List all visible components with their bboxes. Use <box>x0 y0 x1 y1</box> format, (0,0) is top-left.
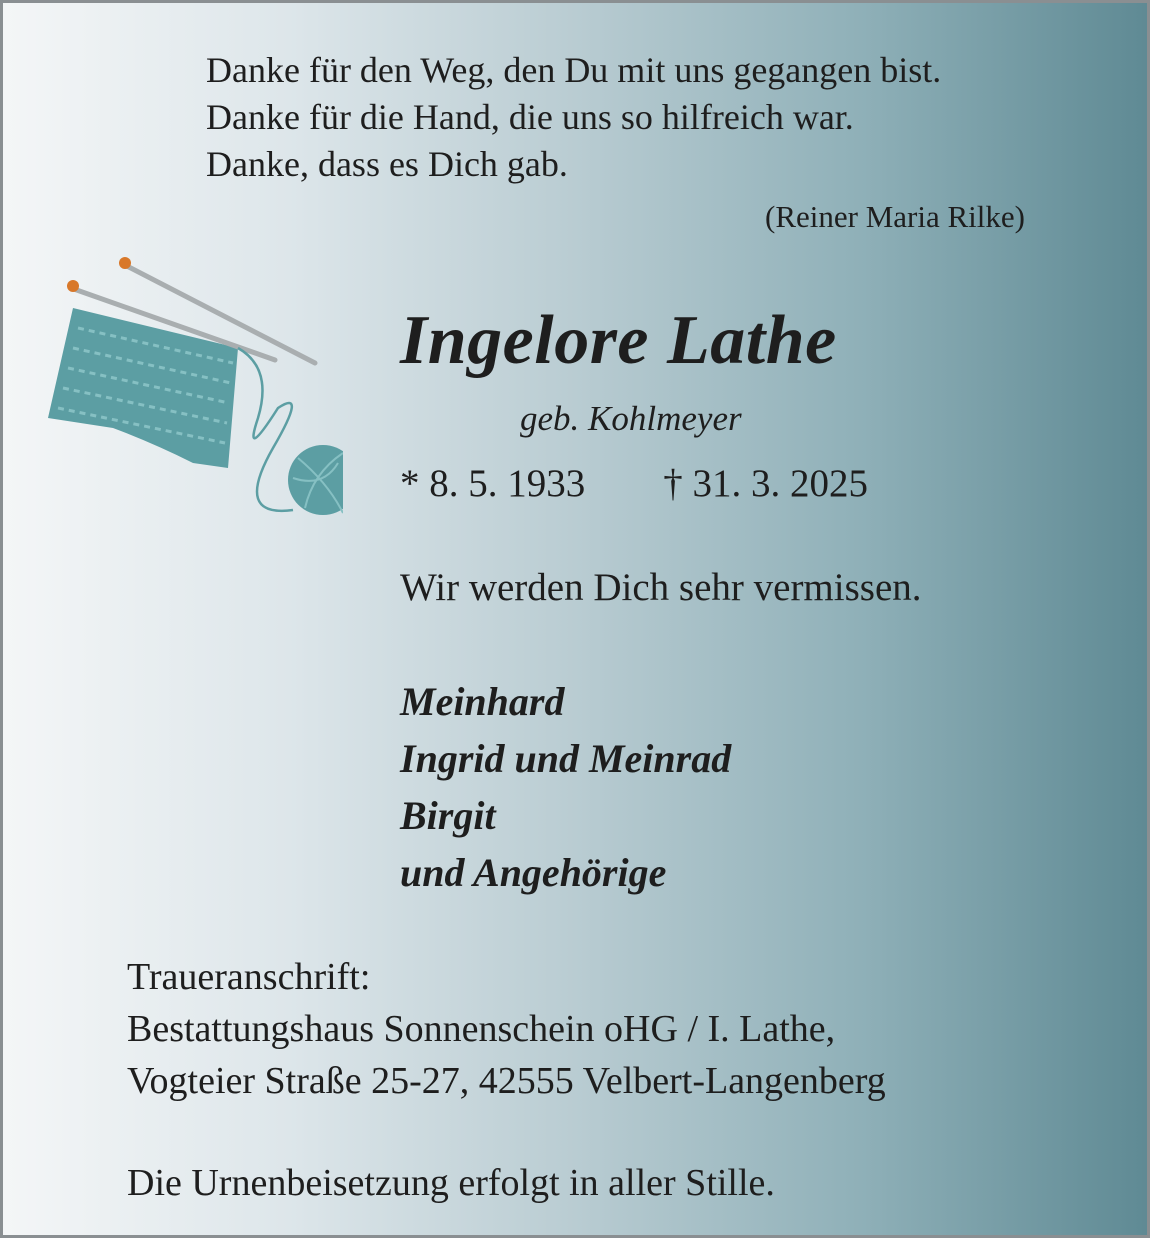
mourning-address <box>127 951 886 1107</box>
quote-line: Danke, dass es Dich gab. <box>206 144 568 184</box>
quote-author: (Reiner Maria Rilke) <box>765 199 1025 234</box>
knitting-illustration-icon <box>43 248 343 528</box>
farewell-message: Wir werden Dich sehr vermissen. <box>400 566 922 609</box>
deceased-name: Ingelore Lathe <box>400 302 837 379</box>
family-member: und Angehörige <box>400 850 667 895</box>
life-dates <box>400 461 868 506</box>
address-line: Vogteier Straße 25-27, 42555 Velbert-Langenberg <box>127 1060 886 1102</box>
family-member: Birgit <box>400 793 496 838</box>
family-member: Ingrid und Meinrad <box>400 736 732 781</box>
rilke-quote <box>206 47 941 188</box>
family-list <box>400 673 731 901</box>
burial-note: Die Urnenbeisetzung erfolgt in aller Stille. <box>127 1162 775 1204</box>
birth-name: geb. Kohlmeyer <box>520 399 742 438</box>
death-date: † 31. 3. 2025 <box>663 462 868 505</box>
quote-line: Danke für den Weg, den Du mit uns gegangen bist. <box>206 50 942 90</box>
family-member: Meinhard <box>400 679 565 724</box>
birth-date: * 8. 5. 1933 <box>400 462 586 505</box>
quote-line: Danke für die Hand, die uns so hilfreich war. <box>206 97 854 137</box>
address-line: Bestattungshaus Sonnenschein oHG / I. Lathe, <box>127 1008 836 1050</box>
address-label: Traueranschrift: <box>127 956 371 998</box>
